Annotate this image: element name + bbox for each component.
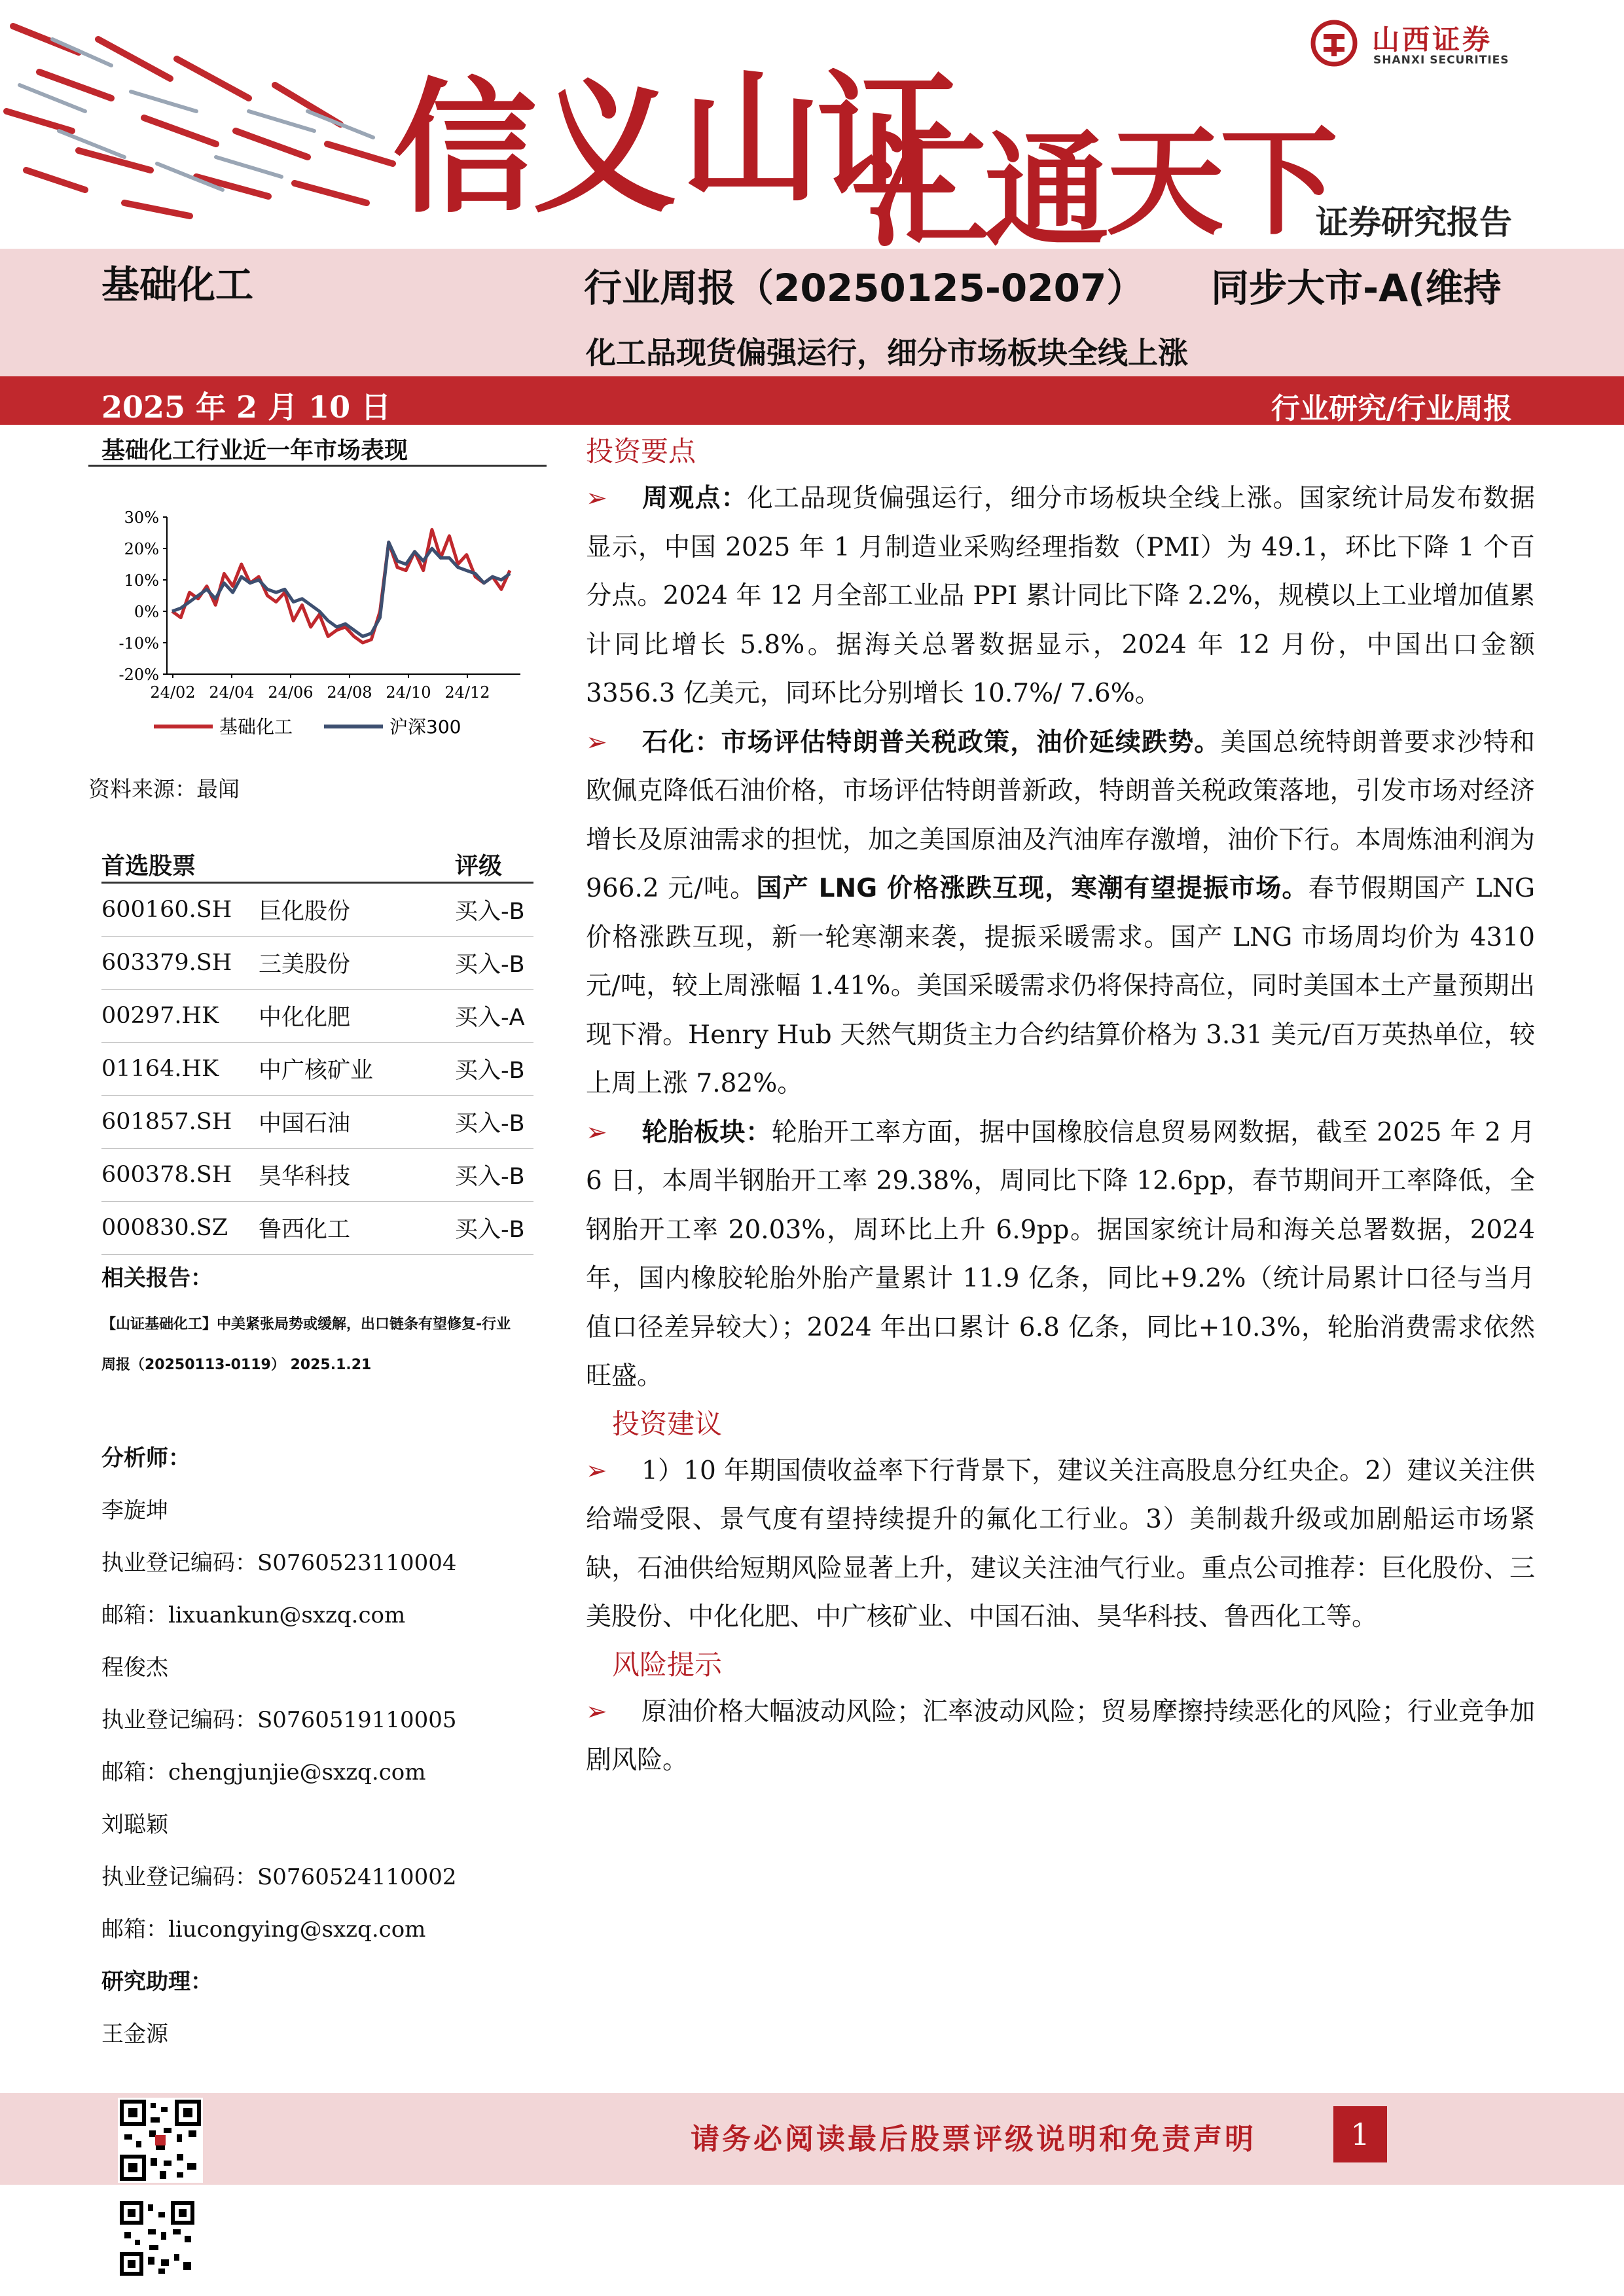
analyst-cert — [101, 1859, 560, 1911]
table-row — [101, 1149, 533, 1202]
x-tick-label: 24/02 — [150, 683, 196, 702]
analyst-cert-part: S0760523110004 — [257, 1550, 457, 1576]
series-line — [172, 542, 510, 636]
x-tick-label: 24/12 — [444, 683, 490, 702]
analyst-cert-part: S0760519110005 — [257, 1707, 457, 1733]
analyst-cert-part: 执业登记编码： — [101, 1864, 257, 1890]
paragraph — [586, 1109, 1535, 1401]
paragraph-lead: 国产 LNG 价格涨跌互现，寒潮有望提振市场。 — [756, 874, 1308, 903]
stock-rating: 买入-B — [455, 952, 525, 978]
stock-rating: 买入-A — [455, 1005, 525, 1031]
y-tick-label: 30% — [124, 509, 159, 527]
analyst-email[interactable] — [101, 1754, 560, 1806]
paragraph-text: 1）10 年期国债收益率下行背景下，建议关注高股息分红央企。2）建议关注供给端受限、景气度有望持续提升的氟化工行业。3）美制裁升级或加剧船运市场紧缺，石油供给短期风险显著上升，建议关注油气行业。重点公司推荐：巨化股份、三美股份、中化化肥、中广核矿业、中国石油、昊华科技、鲁西化工等。 — [586, 1456, 1535, 1632]
paragraph-lead: 周观点： — [641, 484, 748, 513]
analyst-cert-part: 执业登记编码： — [101, 1707, 257, 1733]
x-tick-label: 24/06 — [268, 683, 314, 702]
analyst-email-part: chengjunjie@sxzq.com — [168, 1759, 426, 1785]
analyst-name — [101, 1649, 560, 1702]
stock-name: 鲁西化工 — [259, 1217, 351, 1243]
legend-label: 基础化工 — [219, 716, 293, 738]
paragraph-lead: 轮胎板块： — [641, 1117, 772, 1147]
y-tick-label: -20% — [118, 666, 159, 684]
preferred-stocks-table — [101, 846, 533, 1255]
stock-name: 中国石油 — [259, 1111, 351, 1137]
x-tick-label: 24/08 — [327, 683, 372, 702]
market-performance-chart — [88, 478, 547, 759]
table-row — [101, 884, 533, 937]
section-heading: 投资建议 — [612, 1407, 723, 1440]
y-tick-label: 0% — [134, 603, 159, 621]
arrow-bullet-icon: ➢ — [586, 484, 607, 513]
paragraph — [586, 719, 1535, 1109]
analyst-name-part: 程俊杰 — [101, 1655, 168, 1681]
qr-code-icon[interactable] — [118, 2199, 196, 2278]
arrow-bullet-icon: ➢ — [586, 1696, 607, 1727]
analyst-email-part: lixuankun@sxzq.com — [168, 1602, 406, 1628]
stock-code: 600160.SH — [101, 897, 232, 923]
stock-code: 000830.SZ — [101, 1215, 228, 1241]
qr-code-icon[interactable] — [118, 2098, 203, 2183]
analyst-name-part: 刘聪颖 — [101, 1812, 168, 1838]
paragraph — [586, 1688, 1535, 1785]
stock-code: 01164.HK — [101, 1056, 219, 1082]
column-header: 评级 — [455, 852, 503, 880]
table-row — [101, 1202, 533, 1255]
table-header — [101, 846, 533, 884]
paragraph-text: 化工品现货偏强运行，细分市场板块全线上涨。国家统计局发布数据显示，中国 2025 年 1 月制造业采购经理指数（PMI）为 49.1，环比下降 1 个百分点。2024 年 12 月全部工业品 PPI 累计同比下降 2.2%，规模以上工业增加值累计同比增长 5.8%。据海关总署数据显示，2024 年 12 月份，中国出口金额 3356.3 亿美元，同环比分别增长 10.7%/ 7.6%。 — [586, 484, 1535, 708]
legend-label: 沪深300 — [389, 716, 461, 738]
analyst-email-part: liucongying@sxzq.com — [168, 1916, 426, 1943]
analyst-cert-part: 执业登记编码： — [101, 1550, 257, 1576]
table-row — [101, 1043, 533, 1096]
disclaimer-link[interactable]: 请务必阅读最后股票评级说明和免责声明 — [691, 2123, 1256, 2156]
stock-rating: 买入-B — [455, 899, 525, 925]
divider — [88, 465, 547, 467]
stock-name: 中广核矿业 — [259, 1058, 374, 1084]
logo-subtext: SHANXI SECURITIES — [1373, 54, 1509, 67]
report-title: 行业周报（20250125-0207） — [584, 266, 1145, 310]
related-report-line: 周报（20250113-0119） 2025.1.21 — [101, 1357, 372, 1373]
stock-rating: 买入-B — [455, 1217, 525, 1243]
section-heading: 投资要点 — [586, 435, 696, 467]
report-date: 2025 年 2 月 10 日 — [101, 389, 391, 425]
analyst-cert-part: S0760524110002 — [257, 1864, 457, 1890]
stock-code: 603379.SH — [101, 950, 232, 976]
report-category: 行业研究/行业周报 — [1271, 392, 1513, 425]
arrow-bullet-icon: ➢ — [586, 1456, 607, 1486]
paragraph-text: 春节假期国产 LNG 价格涨跌互现，新一轮寒潮来袭，提振采暖需求。国产 LNG 市场周均价为 4310 元/吨，较上周涨幅 1.41%。美国采暖需求仍将保持高位，同时美国本土产量预期出现下滑。Henry Hub 天然气期货主力合约结算价格为 3.31 美元/百万英热单位，较上周上涨 7.82%。 — [586, 874, 1535, 1098]
company-logo — [1309, 18, 1525, 65]
stock-name: 三美股份 — [259, 952, 351, 978]
paragraph — [586, 1447, 1535, 1642]
report-subtitle: 化工品现货偏强运行，细分市场板块全线上涨 — [586, 335, 1188, 370]
analyst-name — [101, 1806, 560, 1859]
arrow-bullet-icon: ➢ — [586, 727, 607, 757]
related-report-link[interactable] — [101, 1304, 533, 1386]
y-tick-label: -10% — [118, 634, 159, 653]
chart-title: 基础化工行业近一年市场表现 — [101, 437, 408, 464]
table-row — [101, 937, 533, 990]
analyst-cert — [101, 1702, 560, 1754]
industry-rating: 同步大市-A(维持 — [1211, 266, 1502, 310]
industry-name: 基础化工 — [101, 262, 254, 307]
x-tick-label: 24/10 — [386, 683, 431, 702]
feather-decoration — [0, 0, 406, 236]
y-tick-label: 20% — [124, 540, 159, 558]
stock-name: 中化化肥 — [259, 1005, 351, 1031]
analysts-section — [101, 1440, 560, 2068]
logo-text: 山西证券 — [1372, 24, 1493, 56]
analyst-email[interactable] — [101, 1597, 560, 1649]
stock-rating: 买入-B — [455, 1164, 525, 1190]
chart-source: 资料来源：最闻 — [88, 776, 240, 802]
page-number: 1 — [1333, 2106, 1387, 2162]
column-header: 首选股票 — [101, 852, 196, 880]
analyst-email-part: 邮箱： — [101, 1602, 168, 1628]
slogan — [393, 26, 1375, 249]
analyst-email[interactable] — [101, 1911, 560, 1964]
analysts-title: 分析师： — [101, 1445, 190, 1471]
paragraph-text: 原油价格大幅波动风险；汇率波动风险；贸易摩擦持续恶化的风险；行业竞争加剧风险。 — [586, 1696, 1536, 1775]
analyst-cert — [101, 1545, 560, 1597]
analyst-email-part: 邮箱： — [101, 1916, 168, 1943]
analyst-name-part: 李旋坤 — [101, 1498, 168, 1524]
slogan-word: 信义 — [393, 63, 674, 232]
paragraph-lead: 石化：市场评估特朗普关税政策，油价延续跌势。 — [641, 727, 1221, 757]
assistant-name: 王金源 — [101, 2021, 168, 2047]
stock-name: 巨化股份 — [259, 899, 351, 925]
analyst-email-part: 邮箱： — [101, 1759, 168, 1785]
stock-rating: 买入-B — [455, 1058, 525, 1084]
paragraph-text: 美国总统特朗普要求沙特和欧佩克降低石油价格，市场评估特朗普新政，特朗普关税政策落地，引发市场对经济增长及原油需求的担忧，加之美国原油及汽油库存激增，油价下行。本周炼油利润为 966.2 元/吨。 — [586, 727, 1535, 903]
stock-code: 600378.SH — [101, 1162, 232, 1188]
assistant-title: 研究助理： — [101, 1969, 213, 1995]
header-banner — [0, 0, 1624, 249]
related-report-line: 【山证基础化工】中美紧张局势或缓解，出口链条有望修复-行业 — [101, 1316, 511, 1333]
section-heading: 风险提示 — [612, 1648, 723, 1681]
paragraph-text: 轮胎开工率方面，据中国橡胶信息贸易网数据，截至 2025 年 2 月 6 日，本周半钢胎开工率 29.38%，周同比下降 12.6pp，春节期间开工率降低，全钢胎开工率 20.03%，周环比上升 6.9pp。据国家统计局和海关总署数据，2024 年，国内橡胶轮胎外胎产量累计 11.9 亿条，同比+9.2%（统计局累计口径与当月值口径差异较大）；2024 年出口累计 6.8 亿条，同比+10.3%，轮胎消费需求依然旺盛。 — [586, 1117, 1535, 1391]
stock-rating: 买入-B — [455, 1111, 525, 1137]
stock-name: 昊华科技 — [259, 1164, 351, 1190]
slogan-word: 汇通 — [864, 118, 1106, 249]
table-row — [101, 1096, 533, 1149]
related-reports-title: 相关报告： — [101, 1265, 213, 1291]
report-type: 证券研究报告 — [1316, 204, 1512, 242]
main-content — [586, 429, 1535, 1785]
y-tick-label: 10% — [124, 571, 159, 590]
table-row — [101, 990, 533, 1043]
slogan-word: 山证 — [681, 55, 954, 221]
stock-code: 601857.SH — [101, 1109, 232, 1135]
stock-code: 00297.HK — [101, 1003, 219, 1029]
paragraph — [586, 475, 1535, 719]
slogan-word: 天下 — [1106, 113, 1335, 249]
logo-emblem-icon — [1309, 18, 1359, 68]
arrow-bullet-icon: ➢ — [586, 1117, 607, 1147]
x-tick-label: 24/04 — [209, 683, 255, 702]
analyst-name — [101, 1492, 560, 1545]
